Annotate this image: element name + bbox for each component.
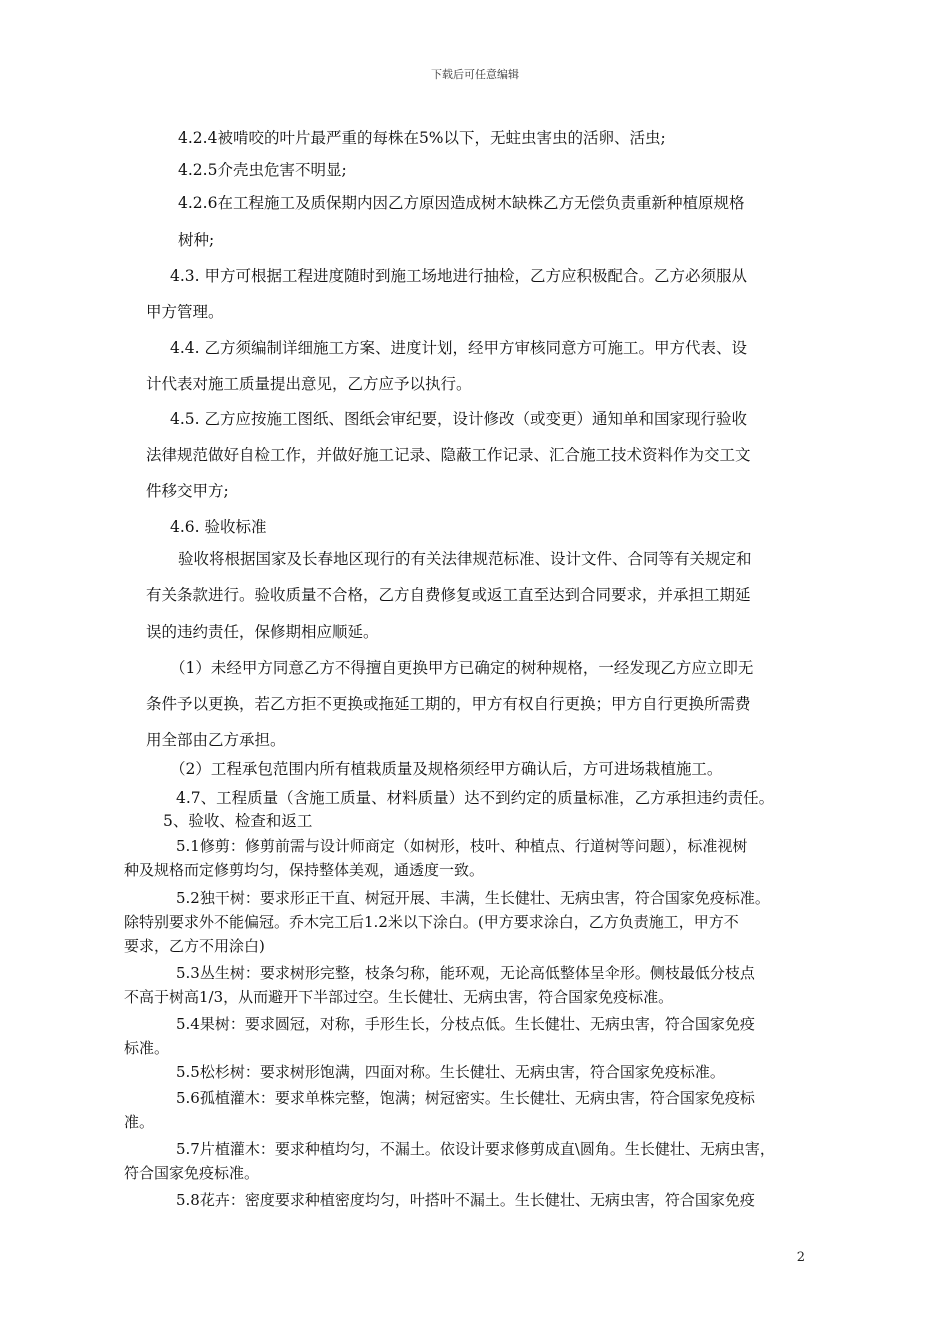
- page-number: 2: [796, 1250, 805, 1265]
- text-line: 5.3丛生树：要求树形完整，枝条匀称，能环观，无论高低整体呈伞形。侧枝最低分枝点: [176, 964, 755, 982]
- text-line: 要求，乙方不用涂白): [124, 937, 265, 955]
- text-line: 误的违约责任，保修期相应顺延。: [146, 623, 379, 641]
- text-line: 种及规格而定修剪均匀，保持整体美观，通透度一致。: [124, 861, 485, 879]
- text-line: 5.1修剪：修剪前需与设计师商定（如树形，枝叶、种植点、行道树等问题），标准视树: [176, 837, 748, 855]
- text-line: 5.4果树：要求圆冠，对称，手形生长，分枝点低。生长健壮、无病虫害，符合国家免疫: [176, 1015, 755, 1033]
- text-line: 准。: [124, 1113, 155, 1131]
- text-line: 用全部由乙方承担。: [146, 731, 286, 749]
- text-line: 标准。: [124, 1039, 170, 1057]
- text-line: 树种;: [178, 231, 215, 249]
- text-line: 不高于树高1/3，从而避开下半部过空。生长健壮、无病虫害，符合国家免疫标准。: [124, 988, 674, 1006]
- text-line: 法律规范做好自检工作，并做好施工记录、隐蔽工作记录、汇合施工技术资料作为交工文: [146, 446, 751, 464]
- text-line: 甲方管理。: [146, 303, 224, 321]
- text-line: 4.4. 乙方须编制详细施工方案、进度计划，经甲方审核同意方可施工。甲方代表、设: [170, 339, 748, 357]
- text-line: 验收将根据国家及长春地区现行的有关法律规范标准、设计文件、合同等有关规定和: [178, 550, 752, 568]
- text-line: 4.2.5介壳虫危害不明显;: [178, 161, 347, 179]
- text-line: 符合国家免疫标准。: [124, 1164, 260, 1182]
- text-line: （2）工程承包范围内所有植栽质量及规格须经甲方确认后，方可进场栽植施工。: [170, 760, 723, 778]
- text-line: 4.2.6在工程施工及质保期内因乙方原因造成树木缺株乙方无偿负责重新种植原规格: [178, 194, 745, 212]
- text-line: 5.2独干树：要求形正干直、树冠开展、丰满，生长健壮、无病虫害，符合国家免疫标准。: [176, 889, 770, 907]
- text-line: 除特别要求外不能偏冠。乔木完工后1.2米以下涂白。(甲方要求涂白，乙方负责施工，甲方不: [124, 913, 739, 931]
- text-line: 4.7、工程质量（含施工质量、材料质量）达不到约定的质量标准，乙方承担违约责任。: [176, 789, 775, 807]
- text-line: 4.3. 甲方可根据工程进度随时到施工场地进行抽检，乙方应积极配合。乙方必须服从: [170, 267, 748, 285]
- text-line: 5.7片植灌木：要求种植均匀，不漏土。依设计要求修剪成直\圆角。生长健壮、无病虫害，: [176, 1140, 775, 1158]
- text-line: 5.6孤植灌木：要求单株完整，饱满；树冠密实。生长健壮、无病虫害，符合国家免疫标: [176, 1089, 755, 1107]
- text-line: 4.5. 乙方应按施工图纸、图纸会审纪要，设计修改（或变更）通知单和国家现行验收: [170, 410, 748, 428]
- page-header: 下载后可任意编辑: [431, 68, 519, 81]
- text-line: 4.2.4被啃咬的叶片最严重的每株在5%以下，无蛀虫害虫的活卵、活虫;: [178, 129, 666, 147]
- section-heading: 5、验收、检查和返工: [163, 812, 313, 830]
- text-line: 条件予以更换，若乙方拒不更换或拖延工期的，甲方有权自行更换；甲方自行更换所需费: [146, 695, 751, 713]
- text-line: （1）未经甲方同意乙方不得擅自更换甲方已确定的树种规格，一经发现乙方应立即无: [170, 659, 754, 677]
- text-line: 5.8花卉：密度要求种植密度均匀，叶搭叶不漏土。生长健壮、无病虫害，符合国家免疫: [176, 1191, 755, 1209]
- text-line: 计代表对施工质量提出意见，乙方应予以执行。: [146, 375, 472, 393]
- text-line: 5.5松杉树：要求树形饱满，四面对称。生长健壮、无病虫害，符合国家免疫标准。: [176, 1063, 725, 1081]
- text-line: 有关条款进行。验收质量不合格，乙方自费修复或返工直至达到合同要求，并承担工期延: [146, 586, 751, 604]
- text-line: 件移交甲方;: [146, 482, 229, 500]
- text-line: 4.6. 验收标准: [170, 518, 267, 536]
